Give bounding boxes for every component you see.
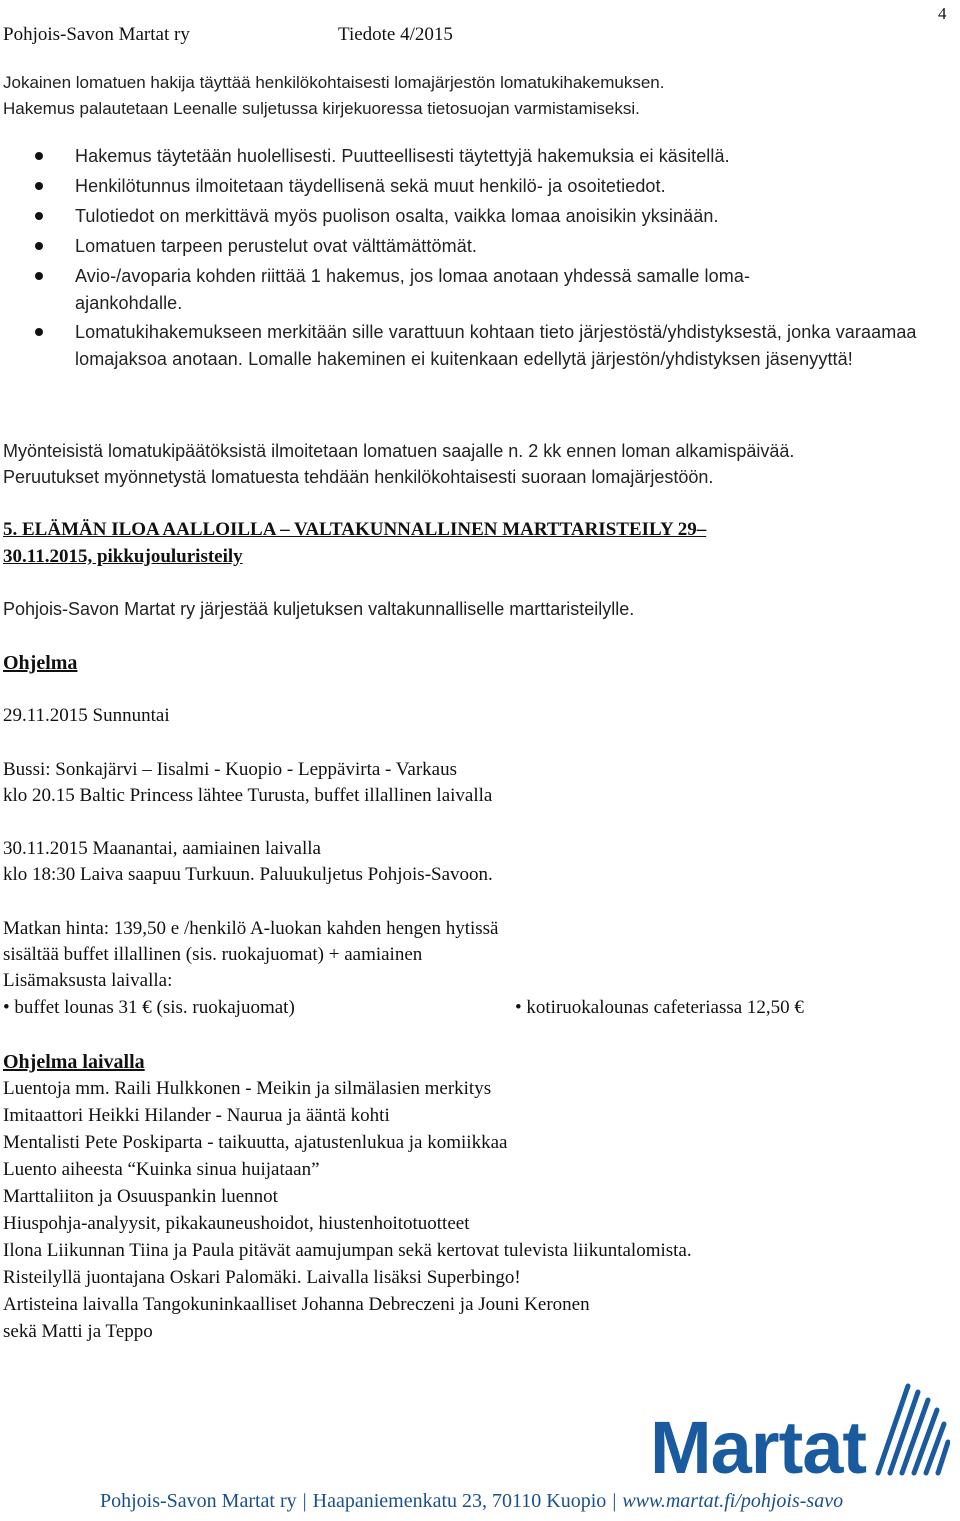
bullet-text: Hakemus täytetään huolellisesti. Puutteellisesti täytettyjä hakemuksia ei käsitellä.: [75, 146, 730, 166]
list-item: [0, 143, 945, 170]
section-intro: Pohjois-Savon Martat ry järjestää kuljetuksen valtakunnalliselle marttaristeilylle.: [3, 599, 635, 619]
arrival: klo 18:30 Laiva saapuu Turkuun. Paluukuljetus Pohjois-Savoon.: [3, 864, 493, 885]
intro-line-2: Hakemus palautetaan Leenalle suljetussa kirjekuoressa tietosuojan varmistamiseksi.: [3, 99, 640, 118]
extra-item-1: • buffet lounas 31 € (sis. ruokajuomat): [3, 997, 295, 1018]
bullet-icon: [35, 242, 43, 250]
list-item: Artisteina laivalla Tangokuninkaalliset Johanna Debreczeni ja Jouni Keronen: [3, 1294, 590, 1315]
bullet-icon: [35, 272, 43, 280]
list-item: Luento aiheesta “Kuinka sinua huijataan”: [3, 1159, 320, 1180]
day1-date: 29.11.2015 Sunnuntai: [3, 705, 170, 726]
footer-separator: |: [302, 1490, 307, 1512]
bullet-text: Tulotiedot on merkittävä myös puolison osalta, vaikka lomaa anoisikin yksinään.: [75, 206, 719, 226]
list-item: [0, 263, 855, 317]
header-org: Pohjois-Savon Martat ry: [3, 24, 190, 45]
list-item: [0, 173, 945, 200]
requirements-list: [0, 143, 960, 373]
list-item: Risteilyllä juontajana Oskari Palomäki. Laivalla lisäksi Superbingo!: [3, 1267, 521, 1288]
intro-line-1: Jokainen lomatuen hakija täyttää henkilökohtaisesti lomajärjestön lomatukihakemuksen.: [3, 73, 665, 92]
bullet-icon: [35, 152, 43, 160]
notice-line-2: Peruutukset myönnetystä lomatuesta tehdään henkilökohtaisesti suoraan lomajärjestöön.: [3, 467, 714, 487]
list-item: sekä Matti ja Teppo: [3, 1321, 153, 1342]
logo-text: Martat: [650, 1406, 867, 1489]
program-heading: Ohjelma: [3, 652, 78, 674]
page-number: 4: [938, 4, 947, 23]
list-item: Mentalisti Pete Poskiparta - taikuutta, ajatustenlukua ja komiikkaa: [3, 1132, 508, 1153]
martat-logo: [650, 1378, 950, 1488]
list-item: [0, 203, 945, 230]
footer-address: Haapaniemenkatu 23, 70110 Kuopio: [312, 1490, 607, 1512]
bullet-icon: [35, 182, 43, 190]
section-title-line-2: 30.11.2015, pikkujouluristeily: [3, 546, 243, 567]
footer-separator: |: [612, 1490, 617, 1512]
list-item: Imitaattori Heikki Hilander - Naurua ja ääntä kohti: [3, 1105, 390, 1126]
list-item: [0, 319, 945, 373]
list-item: Marttaliiton ja Osuuspankin luennot: [3, 1186, 278, 1207]
extra-item-2: • kotiruokalounas cafeteriassa 12,50 €: [515, 997, 804, 1018]
notice-line-1: Myönteisistä lomatukipäätöksistä ilmoitetaan lomatuen saajalle n. 2 kk ennen loman alkamispäivää.: [3, 441, 795, 461]
list-item: Ilona Liikunnan Tiina ja Paula pitävät aamujumpan sekä kertovat tulevista liikuntalomista.: [3, 1240, 692, 1261]
footer: [100, 1490, 843, 1513]
bullet-text: Henkilötunnus ilmoitetaan täydellisenä sekä muut henkilö- ja osoitetiedot.: [75, 176, 666, 196]
header-issue: Tiedote 4/2015: [338, 24, 453, 45]
bullet-icon: [35, 212, 43, 220]
list-item: [0, 233, 945, 260]
bullet-text: Avio-/avoparia kohden riittää 1 hakemus, jos lomaa anotaan yhdessä samalle loma-ajankohdalle.: [75, 266, 751, 313]
extras-heading: Lisämaksusta laivalla:: [3, 970, 173, 991]
bullet-text: Lomatukihakemukseen merkitään sille varattuun kohtaan tieto järjestöstä/yhdistyksestä, jonka varaamaa lomajaksoa anotaan. Lomalle hakeminen ei kuitenkaan edellytä järjestön/yhdistyksen jäsenyyttä!: [75, 322, 917, 369]
list-item: Luentoja mm. Raili Hulkkonen - Meikin ja silmälasien merkitys: [3, 1078, 492, 1099]
departure: klo 20.15 Baltic Princess lähtee Turusta, buffet illallinen laivalla: [3, 785, 493, 806]
bus-route: Bussi: Sonkajärvi – Iisalmi - Kuopio - Leppävirta - Varkaus: [3, 759, 457, 780]
footer-url-link[interactable]: www.martat.fi/pohjois-savo: [622, 1490, 844, 1512]
onboard-list: [3, 1076, 692, 1345]
includes: sisältää buffet illallinen (sis. ruokajuomat) + aamiainen: [3, 944, 423, 965]
day2-date: 30.11.2015 Maanantai, aamiainen laivalla: [3, 838, 321, 859]
list-item: Hiuspohja-analyysit, pikakauneushoidot, hiustenhoitotuotteet: [3, 1213, 470, 1234]
section-title-line-1: 5. ELÄMÄN ILOA AALLOILLA – VALTAKUNNALLINEN MARTTARISTEILY 29–: [3, 519, 707, 540]
footer-org: Pohjois-Savon Martat ry: [100, 1490, 297, 1512]
bullet-text: Lomatuen tarpeen perustelut ovat välttämättömät.: [75, 236, 478, 256]
bullet-icon: [35, 328, 43, 336]
onboard-heading: Ohjelma laivalla: [3, 1051, 145, 1073]
price: Matkan hinta: 139,50 e /henkilö A-luokan kahden hengen hytissä: [3, 918, 499, 939]
